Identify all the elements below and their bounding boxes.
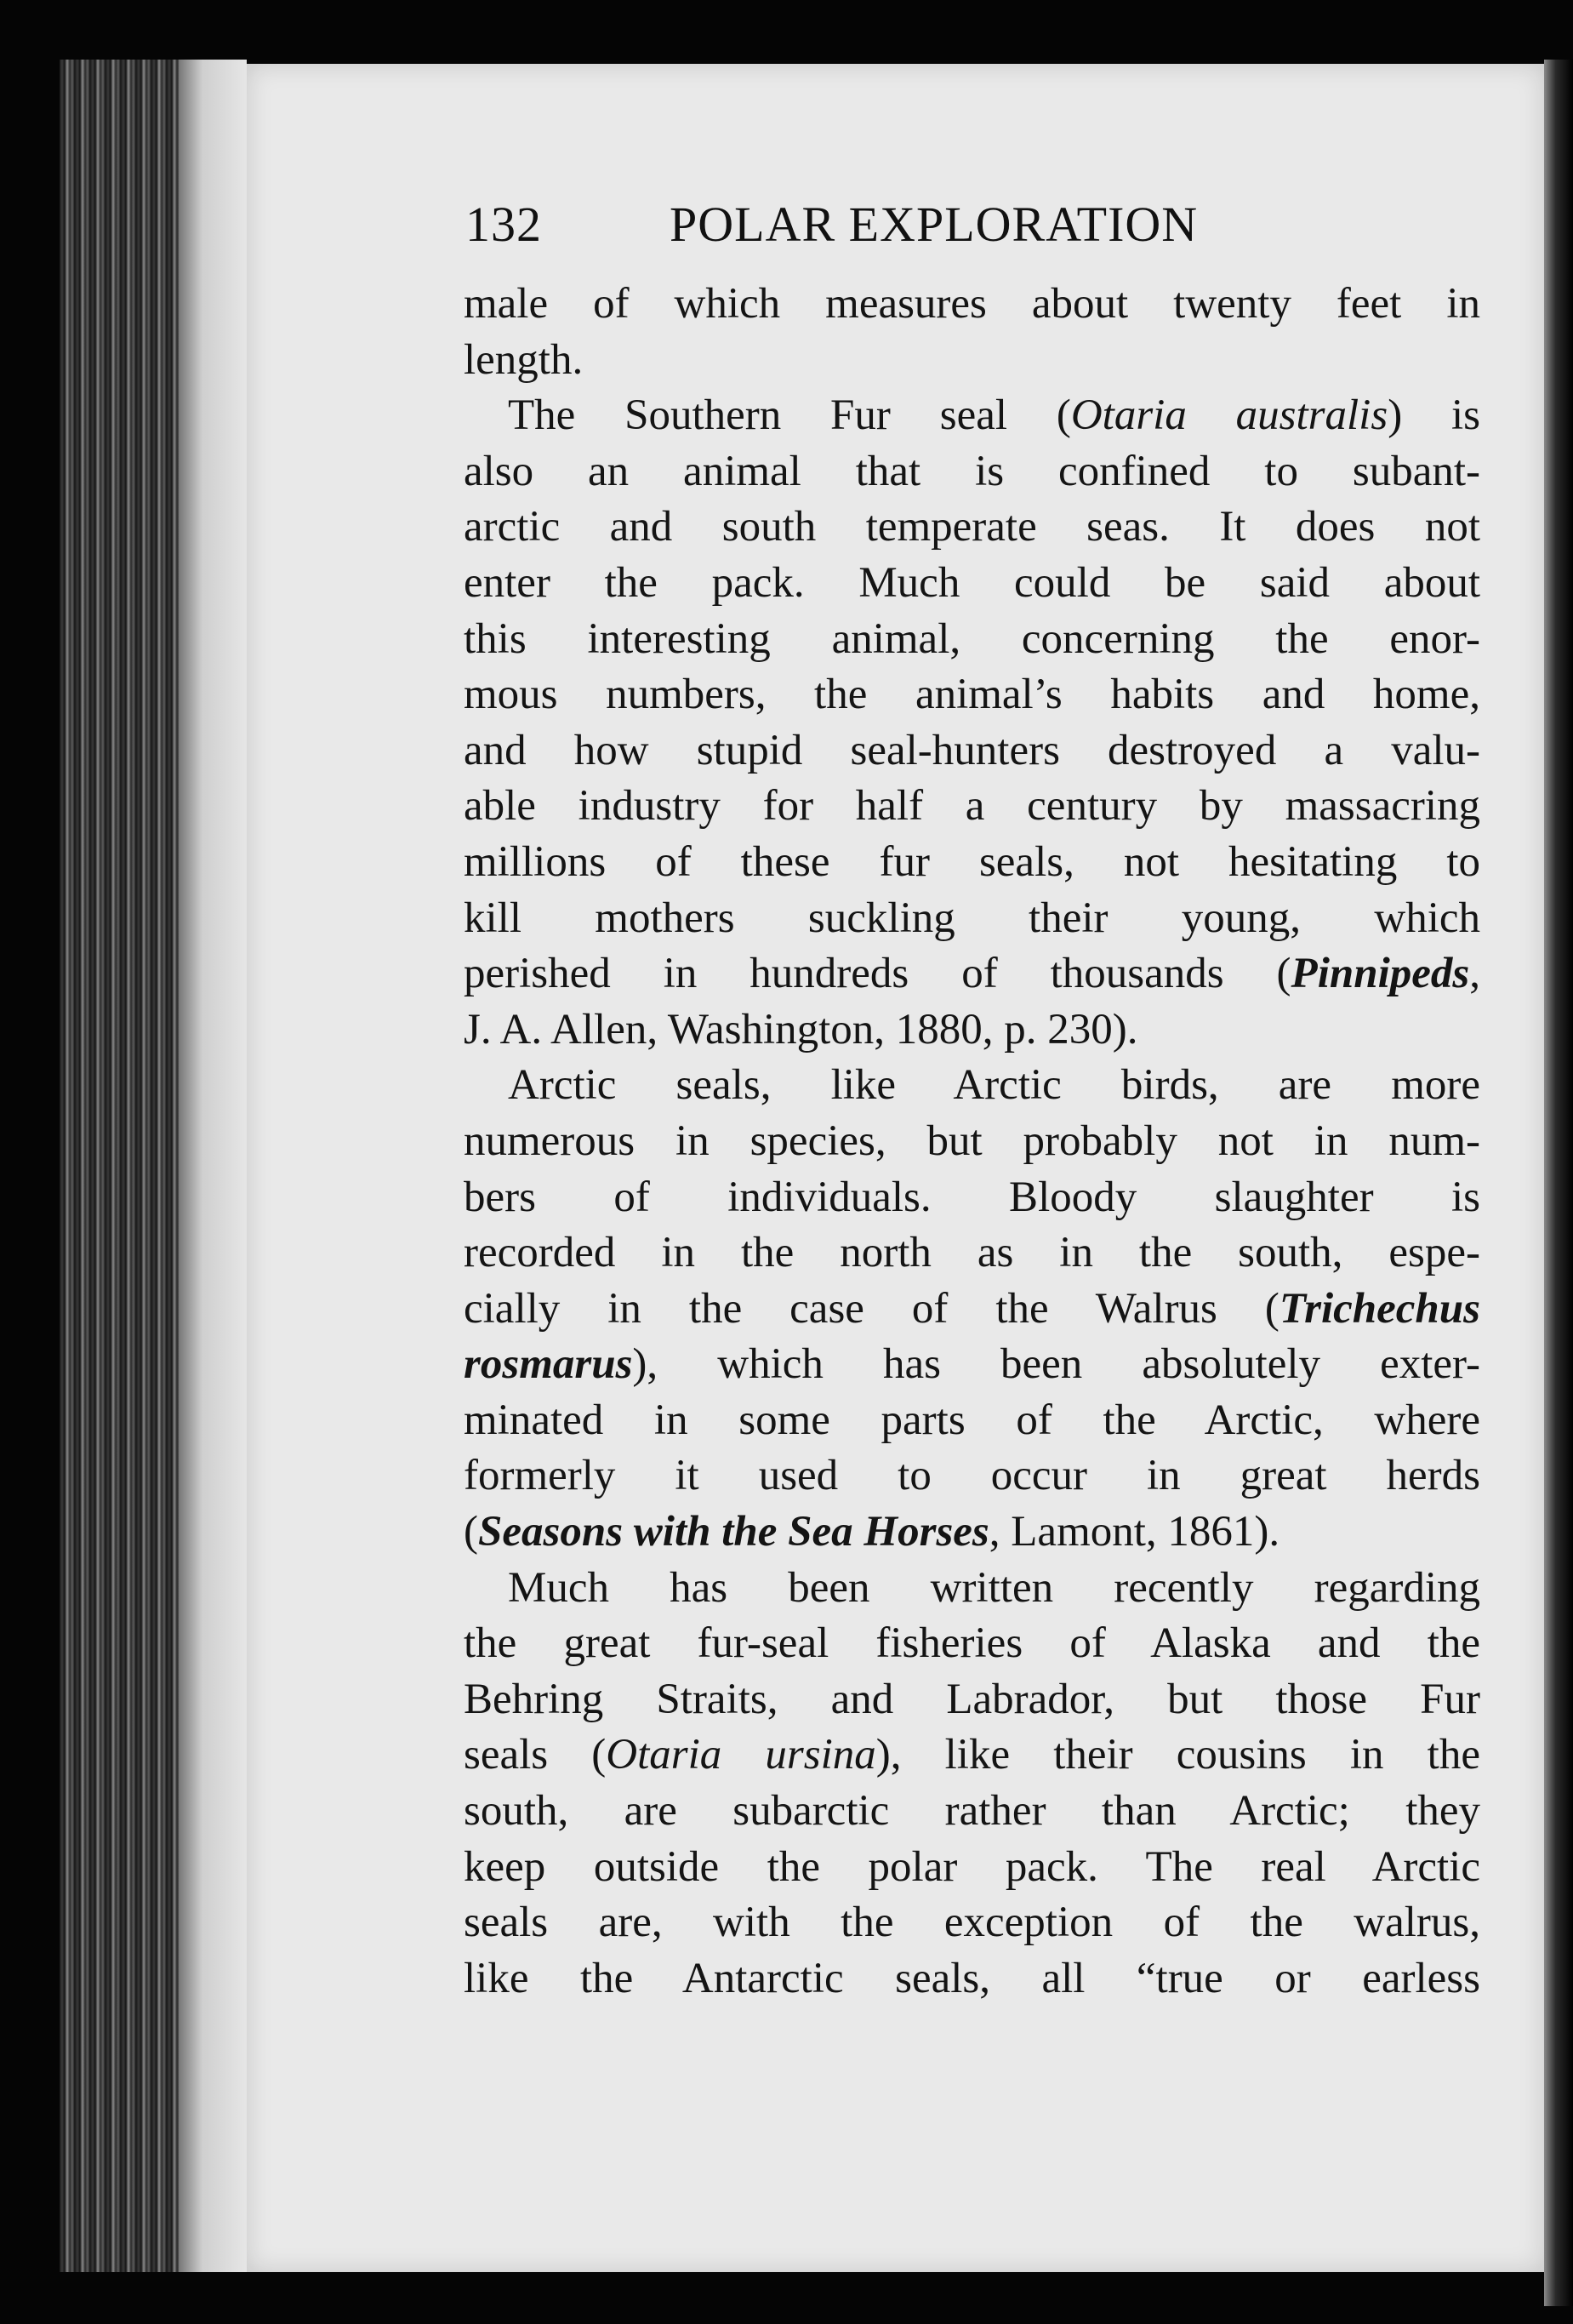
text-run: , Lamont, 1861). xyxy=(989,1508,1280,1556)
italic-citation: Otaria australis xyxy=(1070,391,1388,440)
text-line xyxy=(464,1561,1480,1617)
italic-citation: Seasons with the Sea Horses xyxy=(477,1508,989,1556)
text-line xyxy=(464,946,1480,1002)
text-line xyxy=(464,500,1480,556)
text-line xyxy=(464,1784,1480,1840)
text-run: Arctic seals, like Arctic birds, are more xyxy=(508,1061,1480,1110)
text-run: seals ( xyxy=(464,1731,607,1779)
page-number: 132 xyxy=(465,197,542,252)
text-line xyxy=(464,1170,1480,1226)
text-run: enter the pack. Much could be said about xyxy=(464,558,1480,607)
text-line xyxy=(464,1505,1480,1561)
text-run: , xyxy=(1469,950,1480,998)
text-line xyxy=(464,891,1480,947)
text-run: also an animal that is confined to subant- xyxy=(464,447,1480,495)
text-run: numerous in species, but probably not in num- xyxy=(464,1116,1480,1165)
italic-citation: Trichechus xyxy=(1279,1284,1480,1333)
text-line xyxy=(464,388,1480,444)
book-page-edges xyxy=(60,60,247,2272)
text-run: male of which measures about twenty feet in xyxy=(464,280,1480,328)
text-line xyxy=(464,333,1480,389)
text-run: the great fur-seal fisheries of Alaska and the xyxy=(464,1619,1480,1668)
body-text xyxy=(464,277,1480,2007)
text-line xyxy=(464,556,1480,612)
text-run: ), which has been absolutely exter- xyxy=(632,1340,1480,1389)
text-run: ), like their cousins in the xyxy=(875,1731,1480,1779)
text-run: arctic and south temperate seas. It does not xyxy=(464,503,1480,551)
text-line xyxy=(464,1393,1480,1449)
text-run: The Southern Fur seal ( xyxy=(508,391,1071,440)
page-header xyxy=(465,196,1282,255)
text-line xyxy=(464,779,1480,835)
text-line xyxy=(464,1727,1480,1784)
page-right-shadow xyxy=(1544,60,1573,2306)
text-run: recorded in the north as in the south, espe- xyxy=(464,1229,1480,1277)
text-run: this interesting animal, concerning the enor- xyxy=(464,614,1480,663)
text-run: south, are subarctic rather than Arctic; they xyxy=(464,1787,1480,1836)
text-run: Behring Straits, and Labrador, but those Fur xyxy=(464,1675,1480,1723)
text-line xyxy=(464,1448,1480,1505)
text-run: Much has been written recently regarding xyxy=(508,1563,1480,1612)
text-line xyxy=(464,1616,1480,1672)
text-run: formerly it used to occur in great herds xyxy=(464,1452,1480,1500)
text-run: perished in hundreds of thousands ( xyxy=(464,950,1291,998)
text-line xyxy=(464,835,1480,891)
text-run: minated in some parts of the Arctic, where xyxy=(464,1396,1480,1444)
text-line xyxy=(464,1058,1480,1114)
text-line xyxy=(464,1282,1480,1338)
text-line xyxy=(464,1337,1480,1393)
text-line xyxy=(464,1951,1480,2007)
text-line xyxy=(464,612,1480,668)
text-run: millions of these fur seals, not hesitating to xyxy=(464,837,1480,886)
text-run: seals are, with the exception of the walrus, xyxy=(464,1899,1480,1947)
text-line xyxy=(464,1002,1480,1059)
text-run: cially in the case of the Walrus ( xyxy=(464,1284,1279,1333)
text-line xyxy=(464,723,1480,779)
text-line xyxy=(464,444,1480,500)
text-run: bers of individuals. Bloody slaughter is xyxy=(464,1173,1480,1221)
text-run: able industry for half a century by massacring xyxy=(464,782,1480,831)
text-run: J. A. Allen, Washington, 1880, p. 230). xyxy=(464,1005,1138,1054)
text-run: and how stupid seal-hunters destroyed a valu- xyxy=(464,726,1480,774)
text-run: kill mothers suckling their young, which xyxy=(464,894,1480,942)
text-line xyxy=(464,1114,1480,1170)
italic-citation: Otaria ursina xyxy=(606,1731,876,1779)
page-edge-highlight xyxy=(179,60,247,2272)
text-run: like the Antarctic seals, all “true or earless xyxy=(464,1954,1480,2002)
text-run: ( xyxy=(464,1508,478,1556)
text-run: ) is xyxy=(1388,391,1481,440)
running-title: POLAR EXPLORATION xyxy=(670,197,1199,252)
text-line xyxy=(464,667,1480,723)
text-run: keep outside the polar pack. The real Arctic xyxy=(464,1842,1480,1891)
italic-citation: Pinnipeds xyxy=(1291,950,1470,998)
text-line xyxy=(464,1840,1480,1896)
text-line xyxy=(464,1895,1480,1951)
italic-citation: rosmarus xyxy=(464,1340,633,1389)
text-run: length. xyxy=(464,335,584,384)
text-run: mous numbers, the animal’s habits and home, xyxy=(464,671,1480,719)
text-line xyxy=(464,1225,1480,1282)
text-line xyxy=(464,277,1480,333)
text-line xyxy=(464,1672,1480,1728)
